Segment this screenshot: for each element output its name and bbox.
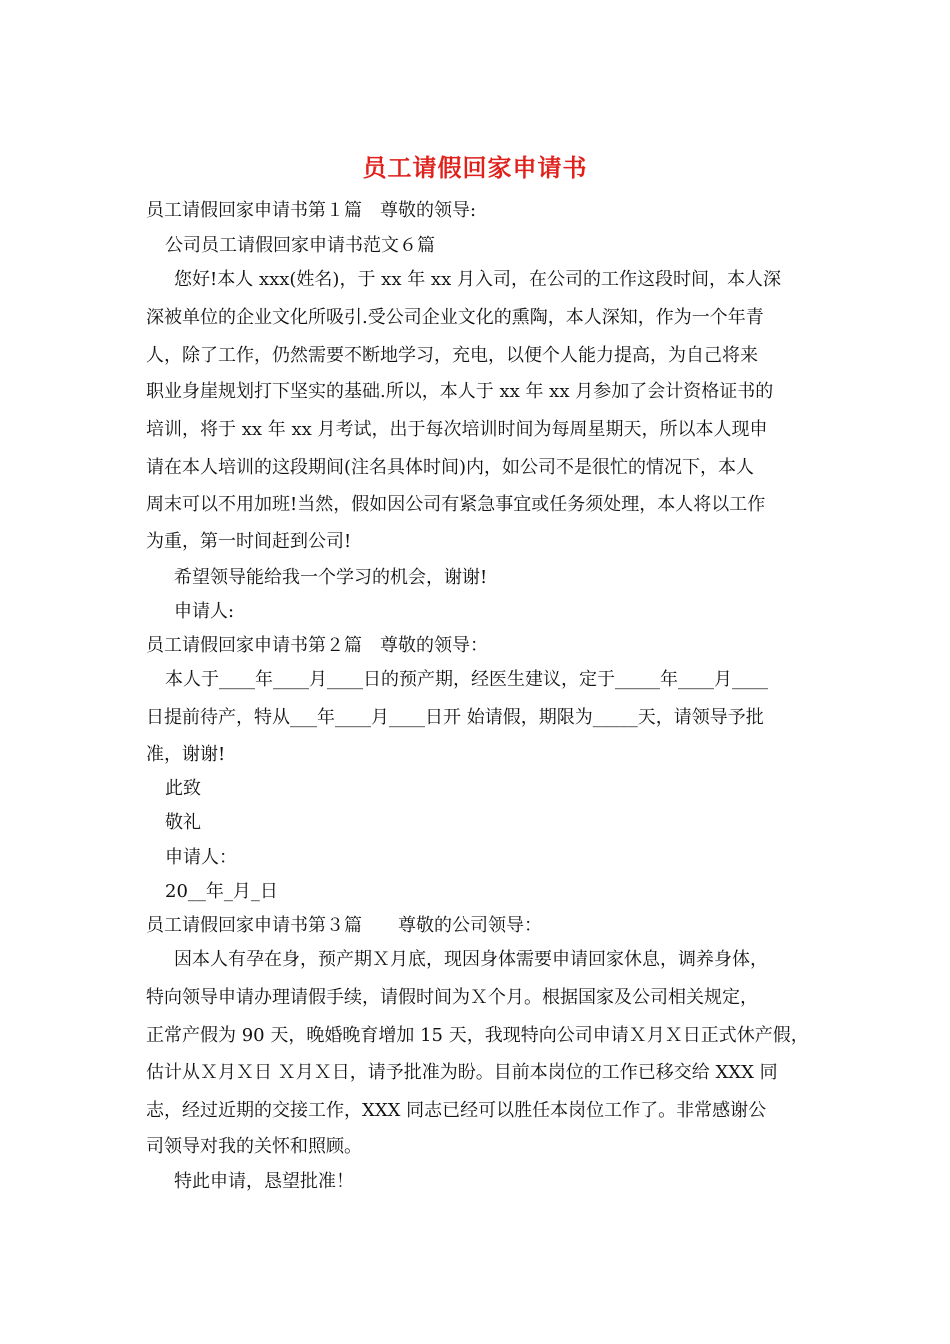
paragraph-line: 估计从Ｘ月Ｘ日 Ｘ月Ｘ日，请予批准为盼。目前本岗位的工作已移交给 XXX 同 bbox=[146, 1062, 778, 1083]
paragraph-line: 职业身崖规划打下坚实的基础.所以，本人于 xx 年 xx 月参加了会计资格证书的 bbox=[146, 381, 774, 402]
paragraph-line: 希望领导能给我一个学习的机会，谢谢! bbox=[174, 567, 488, 588]
paragraph-line: 周末可以不用加班!当然，假如因公司有紧急事宜或任务须处理，本人将以工作 bbox=[146, 494, 766, 515]
paragraph-line: 特此申请，恳望批准！ bbox=[174, 1171, 354, 1192]
paragraph-line: 员工请假回家申请书第１篇 尊敬的领导: bbox=[146, 200, 477, 221]
paragraph-line: 日提前待产，特从___年____月____日开 始请假，期限为_____天，请领导予批 bbox=[146, 707, 764, 728]
paragraph-line: 您好!本人 xxx(姓名)，于 xx 年 xx 月入司，在公司的工作这段时间，本人深 bbox=[174, 269, 781, 290]
paragraph-line: 因本人有孕在身，预产期Ｘ月底，现因身体需要申请回家休息，调养身体， bbox=[174, 949, 768, 970]
paragraph-line: 志，经过近期的交接工作，XXX 同志已经可以胜任本岗位工作了。非常感谢公 bbox=[146, 1100, 767, 1121]
paragraph-line: 深被单位的企业文化所吸引.受公司企业文化的熏陶，本人深知，作为一个年青 bbox=[146, 307, 764, 328]
paragraph-line: 敬礼 bbox=[165, 812, 201, 833]
paragraph-line: 公司员工请假回家申请书范文６篇 bbox=[165, 235, 435, 256]
paragraph-line: 20__年_月_日 bbox=[165, 881, 278, 902]
paragraph-line: 正常产假为 90 天，晚婚晚育增加 15 天，我现特向公司申请Ｘ月Ｘ日正式休产假， bbox=[146, 1025, 809, 1046]
paragraph-line: 司领导对我的关怀和照顾。 bbox=[146, 1136, 362, 1157]
paragraph-line: 请在本人培训的这段期间(注名具体时间)内，如公司不是很忙的情况下，本人 bbox=[146, 457, 755, 478]
paragraph-line: 特向领导申请办理请假手续，请假时间为Ｘ个月。根据国家及公司相关规定， bbox=[146, 987, 758, 1008]
paragraph-line: 本人于____年____月____日的预产期，经医生建议，定于_____年____月____ bbox=[165, 669, 768, 690]
paragraph-line: 人，除了工作，仍然需要不断地学习，充电，以便个人能力提高，为自己将来 bbox=[146, 345, 758, 366]
paragraph-line: 申请人： bbox=[165, 847, 237, 868]
paragraph-line: 申请人: bbox=[174, 601, 235, 622]
paragraph-line: 员工请假回家申请书第３篇 尊敬的公司领导： bbox=[146, 915, 542, 936]
paragraph-line: 为重，第一时间赶到公司! bbox=[146, 531, 352, 552]
page-title: 员工请假回家申请书 bbox=[362, 153, 588, 182]
paragraph-line: 培训，将于 xx 年 xx 月考试，出于每次培训时间为每周星期天，所以本人现申 bbox=[146, 419, 768, 440]
paragraph-line: 此致 bbox=[165, 778, 201, 799]
paragraph-line: 准，谢谢! bbox=[146, 744, 226, 765]
paragraph-line: 员工请假回家申请书第２篇 尊敬的领导： bbox=[146, 635, 488, 656]
